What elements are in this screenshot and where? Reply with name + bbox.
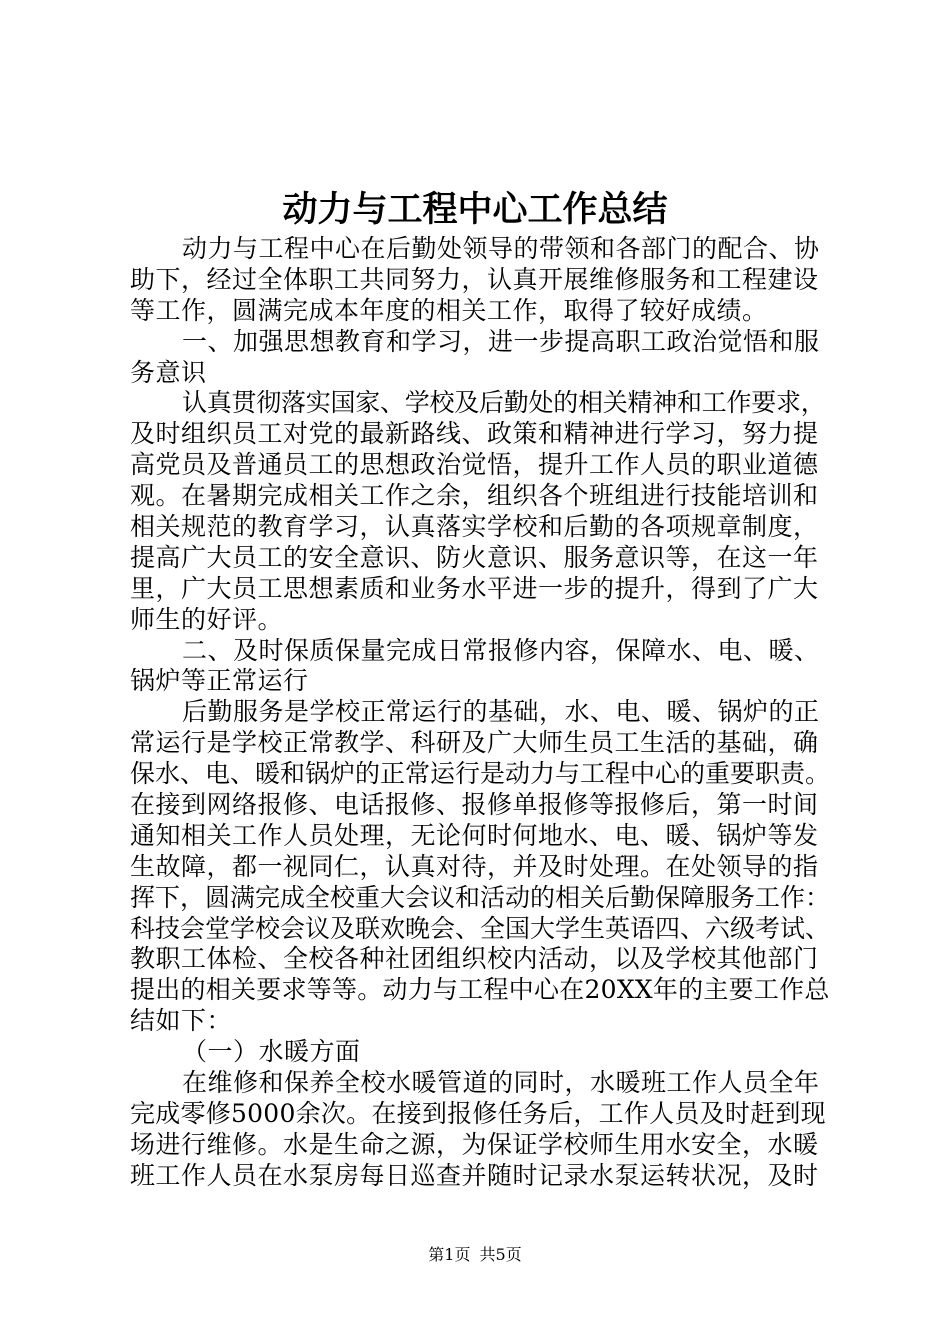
body-line: 常运行是学校正常教学、科研及广大师生员工生活的基础，确: [130, 728, 819, 758]
body-line: 教职工体检、全校各种社团组织校内活动，以及学校其他部门: [130, 944, 819, 974]
body-line: 提出的相关要求等等。动力与工程中心在20XX年的主要工作总: [130, 975, 830, 1005]
page-footer: [0, 1244, 950, 1266]
body-line: 助下，经过全体职工共同努力，认真开展维修服务和工程建设: [130, 264, 819, 294]
body-line: 科技会堂学校会议及联欢晚会、全国大学生英语四、六级考试、: [130, 913, 831, 943]
body-line: 动力与工程中心在后勤处领导的带领和各部门的配合、协: [182, 234, 820, 263]
document-title: 动力与工程中心工作总结: [282, 190, 668, 230]
document-body: [130, 234, 830, 1192]
body-line: 提高广大员工的安全意识、防火意识、服务意识等，在这一年: [130, 542, 819, 572]
body-line: 观。在暑期完成相关工作之余，组织各个班组进行技能培训和: [130, 481, 819, 511]
body-line: 在维修和保养全校水暖管道的同时，水暖班工作人员全年: [182, 1068, 820, 1098]
section-heading-line: 一、加强思想教育和学习，进一步提高职工政治觉悟和服: [182, 326, 820, 356]
section-heading-line: 二、及时保质保量完成日常报修内容，保障水、电、暖、: [182, 635, 820, 665]
section-heading-line: 务意识: [130, 357, 207, 387]
body-line: 通知相关工作人员处理，无论何时何地水、电、暖、锅炉等发: [130, 820, 819, 850]
body-line: 班工作人员在水泵房每日巡查并随时记录水泵运转状况，及时: [130, 1160, 819, 1190]
body-line: 在接到网络报修、电话报修、报修单报修等报修后，第一时间: [130, 790, 819, 820]
body-line: 后勤服务是学校正常运行的基础，水、电、暖、锅炉的正: [182, 697, 820, 727]
body-line: 相关规范的教育学习，认真落实学校和后勤的各项规章制度，: [130, 512, 819, 542]
body-line: 认真贯彻落实国家、学校及后勤处的相关精神和工作要求，: [182, 388, 826, 418]
body-line: 及时组织员工对党的最新路线、政策和精神进行学习，努力提: [130, 419, 819, 449]
body-line: 结如下：: [130, 1006, 233, 1036]
subsection-heading-line: （一）水暖方面: [182, 1037, 361, 1067]
body-line: 生故障，都一视同仁，认真对待，并及时处理。在处领导的指: [130, 851, 819, 881]
page-total: 共5页: [479, 1245, 522, 1264]
section-heading-line: 锅炉等正常运行: [130, 666, 309, 696]
body-line: 挥下，圆满完成全校重大会议和活动的相关后勤保障服务工作：: [130, 882, 831, 912]
body-line: 等工作，圆满完成本年度的相关工作，取得了较好成绩。: [130, 295, 768, 325]
body-line: 完成零修5000余次。在接到报修任务后，工作人员及时赶到现: [130, 1098, 826, 1128]
body-line: 里，广大员工思想素质和业务水平进一步的提升，得到了广大: [130, 573, 819, 603]
body-line: 场进行维修。水是生命之源，为保证学校师生用水安全，水暖: [130, 1129, 819, 1159]
page-number: 第1页: [428, 1245, 471, 1264]
body-line: 保水、电、暖和锅炉的正常运行是动力与工程中心的重要职责。: [130, 759, 831, 789]
body-line: 高党员及普通员工的思想政治觉悟，提升工作人员的职业道德: [130, 450, 819, 480]
body-line: 师生的好评。: [130, 604, 284, 634]
